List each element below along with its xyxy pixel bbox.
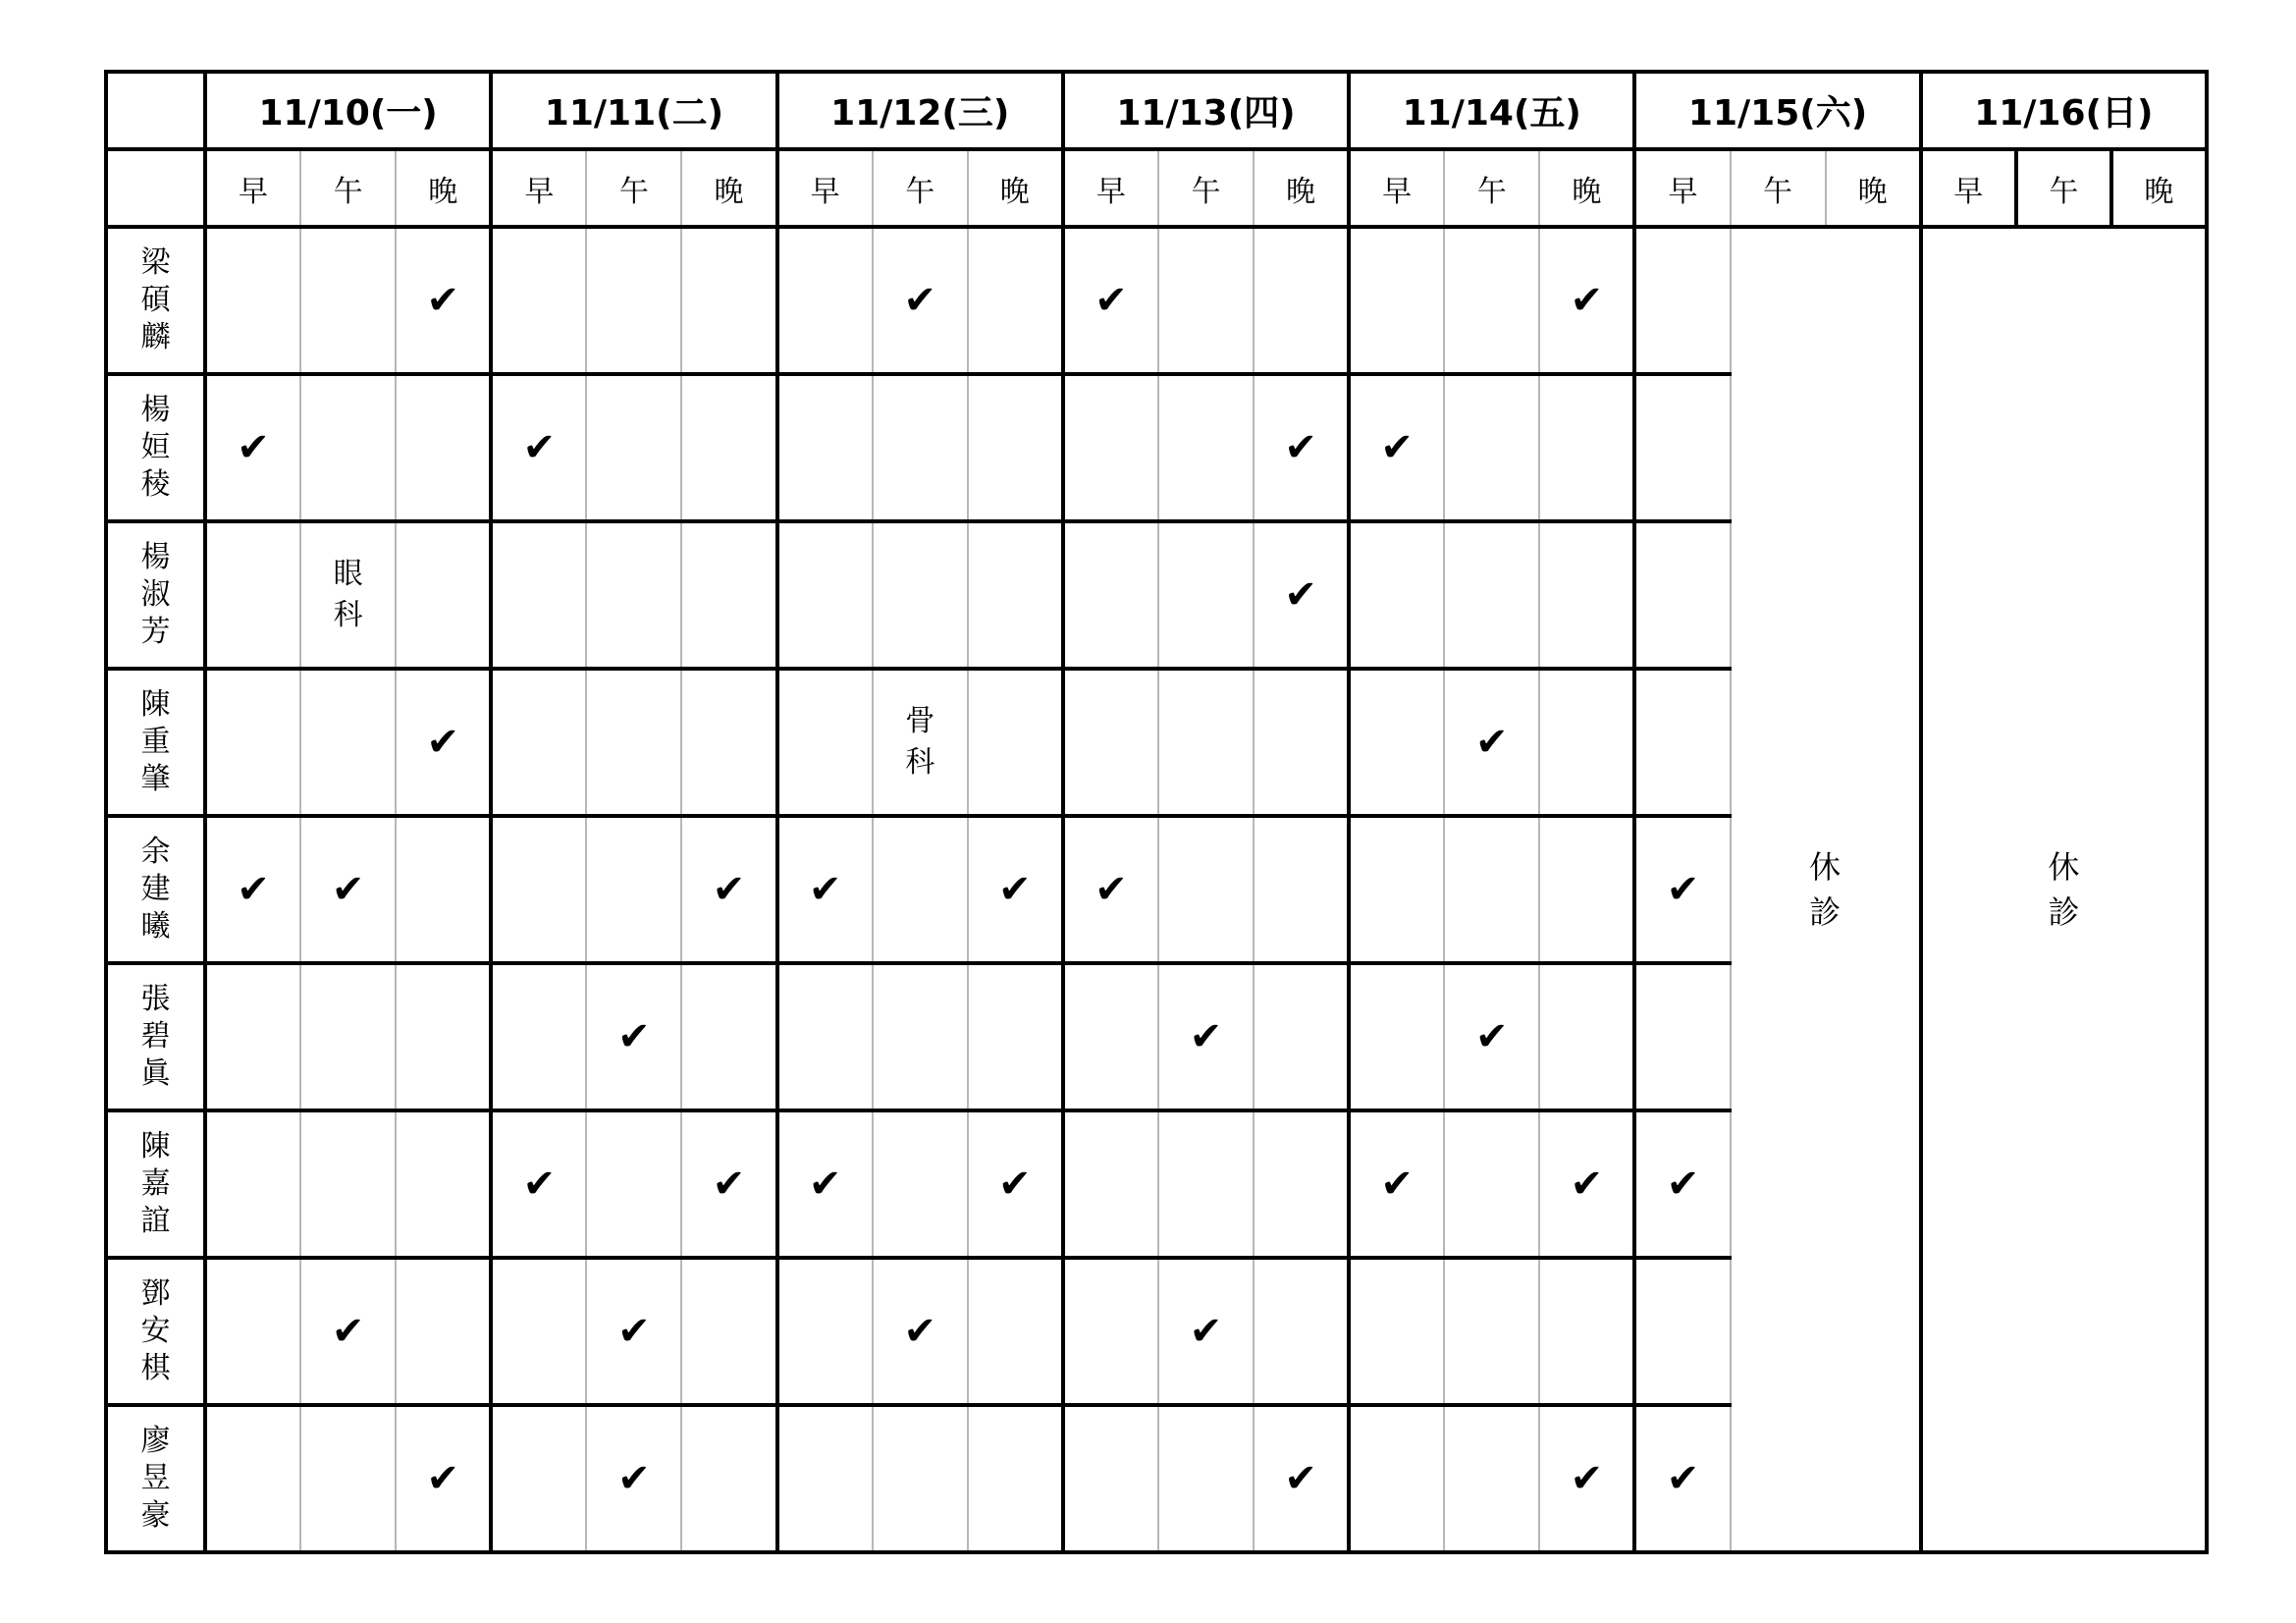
specialty-char: 骨 [905, 704, 935, 738]
schedule-slot [586, 227, 681, 374]
doctor-name-char: 曦 [140, 909, 171, 944]
check-mark: ✔ [1539, 227, 1634, 374]
schedule-slot [1349, 521, 1444, 669]
doctor-name-char: 誼 [140, 1204, 171, 1238]
doctor-name-char: 眞 [140, 1056, 171, 1091]
schedule-slot [491, 963, 586, 1110]
schedule-slot [491, 816, 586, 963]
doctor-name-char: 麟 [140, 320, 171, 354]
check-mark: ✔ [777, 1110, 873, 1258]
schedule-slot [681, 374, 776, 521]
schedule-slot [491, 669, 586, 816]
schedule-slot [1063, 374, 1158, 521]
schedule-slot [300, 1110, 396, 1258]
schedule-slot [1158, 521, 1254, 669]
closed-char: 診 [2048, 893, 2080, 931]
schedule-slot [300, 669, 396, 816]
doctor-name [106, 963, 205, 1110]
check-mark: ✔ [1444, 963, 1539, 1110]
slot-header: 晚 [968, 149, 1063, 227]
date-header: 11/14(五) [1349, 72, 1634, 149]
check-mark: ✔ [1063, 816, 1158, 963]
schedule-slot [1254, 1258, 1349, 1405]
schedule-slot [205, 1258, 300, 1405]
schedule-slot [396, 1258, 491, 1405]
check-mark: ✔ [396, 669, 491, 816]
doctor-name [106, 1258, 205, 1405]
closed-char: 休 [2048, 848, 2080, 886]
slot-header: 早 [491, 149, 586, 227]
schedule-slot [396, 521, 491, 669]
schedule-slot [1539, 816, 1634, 963]
schedule-slot [873, 374, 968, 521]
date-header: 11/15(六) [1634, 72, 1920, 149]
check-mark: ✔ [1158, 1258, 1254, 1405]
schedule-slot [968, 963, 1063, 1110]
schedule-slot [681, 1258, 776, 1405]
check-mark: ✔ [873, 227, 968, 374]
schedule-slot [777, 227, 873, 374]
date-header: 11/16(日) [1921, 72, 2207, 149]
doctor-name-char: 嘉 [140, 1166, 171, 1201]
schedule-slot [1158, 227, 1254, 374]
schedule-slot [1634, 963, 1730, 1110]
doctor-name-char: 陳 [140, 687, 171, 722]
check-mark: ✔ [1254, 374, 1349, 521]
schedule-slot [1444, 816, 1539, 963]
check-mark: ✔ [1539, 1110, 1634, 1258]
check-mark: ✔ [1539, 1405, 1634, 1552]
check-mark: ✔ [491, 1110, 586, 1258]
check-mark: ✔ [968, 1110, 1063, 1258]
schedule-slot [1539, 1258, 1634, 1405]
check-mark: ✔ [1158, 963, 1254, 1110]
slot-header: 早 [1634, 149, 1730, 227]
schedule-slot [205, 1110, 300, 1258]
closed-char: 休 [1809, 848, 1842, 886]
schedule-slot [968, 1405, 1063, 1552]
doctor-name-char: 姮 [140, 430, 171, 464]
schedule-slot [1349, 1258, 1444, 1405]
doctor-name-char: 重 [140, 725, 171, 759]
doctor-name-char: 廖 [140, 1424, 171, 1458]
schedule-slot [586, 374, 681, 521]
schedule-slot [586, 816, 681, 963]
doctor-row [106, 227, 2207, 374]
doctor-name-char: 芳 [140, 615, 171, 649]
doctor-name-char: 碩 [140, 283, 171, 317]
check-mark: ✔ [1254, 521, 1349, 669]
specialty-note [300, 521, 396, 669]
schedule-slot [586, 521, 681, 669]
specialty-note [873, 669, 968, 816]
check-mark: ✔ [205, 816, 300, 963]
schedule-slot [968, 521, 1063, 669]
doctor-name [106, 816, 205, 963]
check-mark: ✔ [777, 816, 873, 963]
doctor-name-char: 肇 [140, 762, 171, 796]
schedule-slot [968, 227, 1063, 374]
check-mark: ✔ [1634, 1405, 1730, 1552]
check-mark: ✔ [681, 816, 776, 963]
slot-header: 午 [2016, 149, 2111, 227]
doctor-name-char: 張 [140, 982, 171, 1016]
schedule-slot [205, 669, 300, 816]
schedule-slot [491, 521, 586, 669]
doctor-name-char: 棋 [140, 1351, 171, 1385]
schedule-slot [1539, 669, 1634, 816]
date-header: 11/10(一) [205, 72, 491, 149]
check-mark: ✔ [1349, 1110, 1444, 1258]
schedule-slot [1634, 669, 1730, 816]
schedule-slot [1158, 374, 1254, 521]
schedule-slot [396, 963, 491, 1110]
schedule-slot [300, 227, 396, 374]
doctor-name-char: 安 [140, 1314, 171, 1348]
check-mark: ✔ [396, 227, 491, 374]
slot-header: 晚 [1254, 149, 1349, 227]
schedule-slot [1539, 521, 1634, 669]
schedule-slot [1349, 1405, 1444, 1552]
schedule-slot [1634, 374, 1730, 521]
doctor-name-char: 陳 [140, 1129, 171, 1163]
doctor-name-char: 淑 [140, 577, 171, 612]
check-mark: ✔ [681, 1110, 776, 1258]
schedule-slot [777, 1258, 873, 1405]
schedule-slot [1063, 1110, 1158, 1258]
schedule-slot [968, 1258, 1063, 1405]
slot-header: 晚 [1826, 149, 1921, 227]
doctor-name-char: 豪 [140, 1498, 171, 1533]
check-mark: ✔ [586, 963, 681, 1110]
schedule-slot [1349, 816, 1444, 963]
schedule-slot [1444, 1110, 1539, 1258]
date-header: 11/13(四) [1063, 72, 1349, 149]
schedule-slot [1254, 227, 1349, 374]
sunday-closed [1921, 227, 2207, 1552]
schedule-slot [1349, 669, 1444, 816]
schedule-slot [1444, 374, 1539, 521]
corner-cell [106, 72, 205, 149]
schedule-slot [1063, 1405, 1158, 1552]
doctor-name-char: 楊 [140, 540, 171, 574]
slot-header: 晚 [396, 149, 491, 227]
schedule-slot [1254, 1110, 1349, 1258]
schedule-slot [586, 1110, 681, 1258]
check-mark: ✔ [396, 1405, 491, 1552]
schedule-slot [777, 963, 873, 1110]
schedule-slot [586, 669, 681, 816]
check-mark: ✔ [586, 1258, 681, 1405]
schedule-slot [1634, 227, 1730, 374]
doctor-name-char: 楊 [140, 393, 171, 427]
schedule-slot [300, 374, 396, 521]
schedule-slot [300, 963, 396, 1110]
specialty-char: 科 [905, 745, 935, 780]
check-mark: ✔ [1634, 816, 1730, 963]
schedule-slot [205, 963, 300, 1110]
schedule-slot [491, 1405, 586, 1552]
slot-header: 午 [1444, 149, 1539, 227]
schedule-slot [777, 669, 873, 816]
check-mark: ✔ [300, 1258, 396, 1405]
schedule-slot [1063, 1258, 1158, 1405]
specialty-char: 科 [333, 598, 363, 632]
doctor-name-char: 碧 [140, 1019, 171, 1054]
schedule-slot [1634, 521, 1730, 669]
check-mark: ✔ [1634, 1110, 1730, 1258]
schedule-slot [873, 1405, 968, 1552]
date-header: 11/11(二) [491, 72, 776, 149]
schedule-slot [873, 1110, 968, 1258]
doctor-name-char: 鄧 [140, 1276, 171, 1311]
schedule-slot [1349, 963, 1444, 1110]
schedule-slot [1158, 1110, 1254, 1258]
doctor-name-char: 余 [140, 835, 171, 869]
schedule-slot [1158, 1405, 1254, 1552]
schedule-slot [681, 1405, 776, 1552]
schedule-slot [681, 963, 776, 1110]
date-header: 11/12(三) [777, 72, 1063, 149]
corner-cell [106, 149, 205, 227]
schedule-slot [1063, 963, 1158, 1110]
check-mark: ✔ [586, 1405, 681, 1552]
schedule-slot [491, 227, 586, 374]
schedule-slot [1349, 227, 1444, 374]
schedule-slot [873, 963, 968, 1110]
slot-header: 晚 [1539, 149, 1634, 227]
slot-header: 早 [205, 149, 300, 227]
closed-char: 診 [1809, 893, 1842, 931]
check-mark: ✔ [1254, 1405, 1349, 1552]
slot-header: 午 [1731, 149, 1826, 227]
slot-header: 午 [873, 149, 968, 227]
schedule-slot [300, 1405, 396, 1552]
doctor-name [106, 1405, 205, 1552]
slot-header: 晚 [681, 149, 776, 227]
schedule-slot [968, 669, 1063, 816]
schedule-slot [777, 521, 873, 669]
doctor-name [106, 374, 205, 521]
schedule-slot [205, 521, 300, 669]
schedule-slot [1539, 374, 1634, 521]
schedule-slot [1634, 1258, 1730, 1405]
slot-header: 晚 [2111, 149, 2207, 227]
doctor-name-char: 建 [140, 872, 171, 906]
specialty-char: 眼 [333, 557, 363, 591]
slot-header: 早 [1349, 149, 1444, 227]
schedule-slot [1158, 669, 1254, 816]
check-mark: ✔ [968, 816, 1063, 963]
schedule-slot [873, 816, 968, 963]
doctor-name [106, 227, 205, 374]
schedule-slot [1254, 669, 1349, 816]
check-mark: ✔ [491, 374, 586, 521]
schedule-slot [681, 669, 776, 816]
schedule-slot [1158, 816, 1254, 963]
schedule-slot [1444, 521, 1539, 669]
slot-header: 午 [1158, 149, 1254, 227]
slot-header: 午 [300, 149, 396, 227]
schedule-slot [1254, 963, 1349, 1110]
schedule-slot [1444, 1258, 1539, 1405]
check-mark: ✔ [1444, 669, 1539, 816]
clinic-schedule-table [104, 70, 2209, 1554]
doctor-name [106, 521, 205, 669]
slot-header: 早 [1063, 149, 1158, 227]
schedule-slot [1254, 816, 1349, 963]
schedule-slot [968, 374, 1063, 521]
slot-header: 午 [586, 149, 681, 227]
doctor-name-char: 稜 [140, 467, 171, 502]
schedule-slot [1444, 227, 1539, 374]
schedule-slot [396, 816, 491, 963]
date-header-row [106, 72, 2207, 149]
schedule-slot [1539, 963, 1634, 1110]
schedule-slot [681, 227, 776, 374]
schedule-slot [681, 521, 776, 669]
slot-header-row [106, 149, 2207, 227]
doctor-name-char: 昱 [140, 1461, 171, 1495]
schedule-slot [396, 1110, 491, 1258]
doctor-name [106, 669, 205, 816]
schedule-slot [205, 1405, 300, 1552]
saturday-closed [1731, 227, 1921, 1552]
doctor-name-char: 梁 [140, 245, 171, 280]
slot-header: 早 [777, 149, 873, 227]
schedule-slot [873, 521, 968, 669]
schedule-slot [491, 1258, 586, 1405]
check-mark: ✔ [205, 374, 300, 521]
schedule-slot [1444, 1405, 1539, 1552]
doctor-name [106, 1110, 205, 1258]
slot-header: 早 [1921, 149, 2016, 227]
check-mark: ✔ [1349, 374, 1444, 521]
schedule-slot [205, 227, 300, 374]
check-mark: ✔ [873, 1258, 968, 1405]
schedule-slot [777, 1405, 873, 1552]
schedule-slot [396, 374, 491, 521]
check-mark: ✔ [300, 816, 396, 963]
schedule-slot [1063, 669, 1158, 816]
schedule-slot [1063, 521, 1158, 669]
check-mark: ✔ [1063, 227, 1158, 374]
schedule-slot [777, 374, 873, 521]
